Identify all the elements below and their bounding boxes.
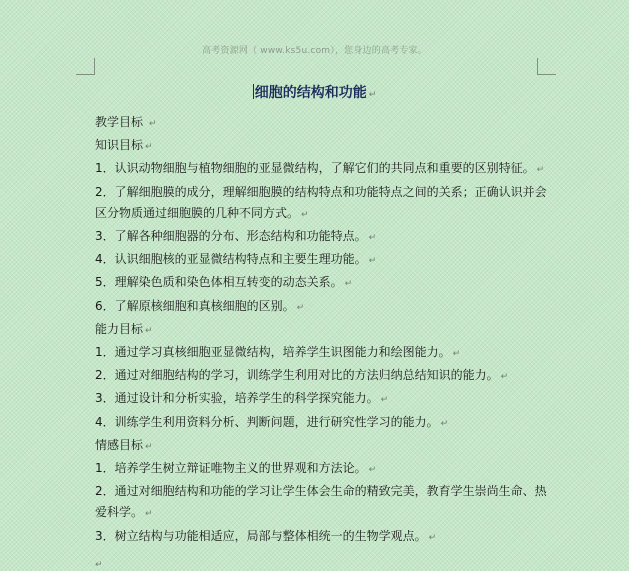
doc-line-2 (95, 135, 550, 158)
doc-line-10 (95, 342, 550, 365)
paragraph-mark-icon: ↵ (380, 395, 389, 406)
doc-line-15 (95, 458, 550, 481)
doc-line-8 (95, 296, 550, 319)
doc-line-5 (95, 226, 550, 249)
doc-line-text: 1．通过学习真核细胞亚显微结构，培养学生识图能力和绘图能力。 (95, 345, 451, 360)
doc-line-text: 2．通过对细胞结构和功能的学习让学生体会生命的精致完美，教育学生崇尚生命、热爱科学。 (95, 484, 547, 520)
paragraph-mark-icon: ↵ (145, 142, 153, 153)
doc-line-text: 知识目标 (95, 138, 144, 153)
doc-line-7 (95, 272, 550, 295)
paragraph-mark-icon: ↵ (301, 209, 309, 220)
paragraph-mark-icon: ↵ (145, 441, 153, 452)
doc-line-text: 4．训练学生利用资料分析、判断问题，进行研究性学习的能力。 (95, 414, 439, 429)
paragraph-mark-icon: ↵ (344, 279, 353, 290)
paragraph-mark-icon: ↵ (368, 465, 377, 476)
doc-line-9 (95, 319, 550, 342)
document-body[interactable] (95, 112, 550, 549)
paragraph-mark-icon: ↵ (500, 372, 509, 383)
paragraph-mark-icon: ↵ (368, 256, 377, 267)
paragraph-mark-icon: ↵ (145, 325, 153, 336)
paragraph-mark-icon: ↵ (148, 119, 157, 129)
paragraph-mark-icon: ↵ (296, 302, 305, 313)
doc-line-12 (95, 388, 550, 411)
doc-line-text: 3．通过设计和分析实验，培养学生的科学探究能力。 (95, 391, 379, 406)
doc-line-13 (95, 412, 550, 435)
doc-line-3 (95, 158, 550, 181)
paragraph-mark-icon: ↵ (95, 560, 103, 570)
document-title-text: 细胞的结构和功能 (254, 85, 367, 101)
doc-line-text: 1．认识动物细胞与植物细胞的亚显微结构，了解它们的共同点和重要的区别特征。 (95, 161, 535, 176)
doc-line-text: 3．树立结构与功能相适应，局部与整体相统一的生物学观点。 (95, 528, 427, 543)
doc-line-6 (95, 249, 550, 272)
crop-mark-right (537, 58, 556, 75)
paragraph-mark-icon: ↵ (145, 509, 153, 520)
paragraph-mark-icon: ↵ (368, 233, 377, 244)
paragraph-mark-icon: ↵ (440, 418, 449, 429)
document-title[interactable] (0, 82, 629, 102)
paragraph-mark-icon: ↵ (452, 349, 461, 360)
doc-line-text: 6．了解原核细胞和真核细胞的区别。 (95, 298, 295, 313)
doc-line-text: 1．培养学生树立辩证唯物主义的世界观和方法论。 (95, 461, 367, 476)
doc-line-text: 能力目标 (95, 321, 144, 336)
doc-line-text: 教学目标 (95, 115, 147, 129)
text-cursor (253, 84, 254, 99)
doc-line-14 (95, 435, 550, 458)
paragraph-mark-icon: ↵ (536, 165, 545, 176)
paragraph-mark-icon: ↵ (368, 90, 377, 100)
doc-line-text: 3．了解各种细胞器的分布、形态结构和功能特点。 (95, 229, 367, 244)
doc-line-16 (95, 481, 550, 525)
page-header-text: 高考资源网（ www.ks5u.com），您身边的高考专家。 (202, 46, 427, 56)
crop-mark-left (76, 58, 95, 75)
doc-line-text: 2．通过对细胞结构的学习，训练学生利用对比的方法归纳总结知识的能力。 (95, 368, 499, 383)
doc-line-1 (95, 112, 550, 135)
doc-line-17 (95, 526, 550, 549)
doc-line-text: 情感目标 (95, 437, 144, 452)
paragraph-mark-icon: ↵ (428, 532, 437, 543)
doc-line-11 (95, 365, 550, 388)
doc-line-text: 4．认识细胞核的亚显微结构特点和主要生理功能。 (95, 252, 367, 267)
doc-line-text: 2．了解细胞膜的成分，理解细胞膜的结构特点和功能特点之间的关系；正确认识并会区分物质通过细胞膜的几种不同方式。 (95, 184, 547, 220)
doc-line-text: 5．理解染色质和染色体相互转变的动态关系。 (95, 275, 343, 290)
doc-line-4 (95, 182, 550, 226)
